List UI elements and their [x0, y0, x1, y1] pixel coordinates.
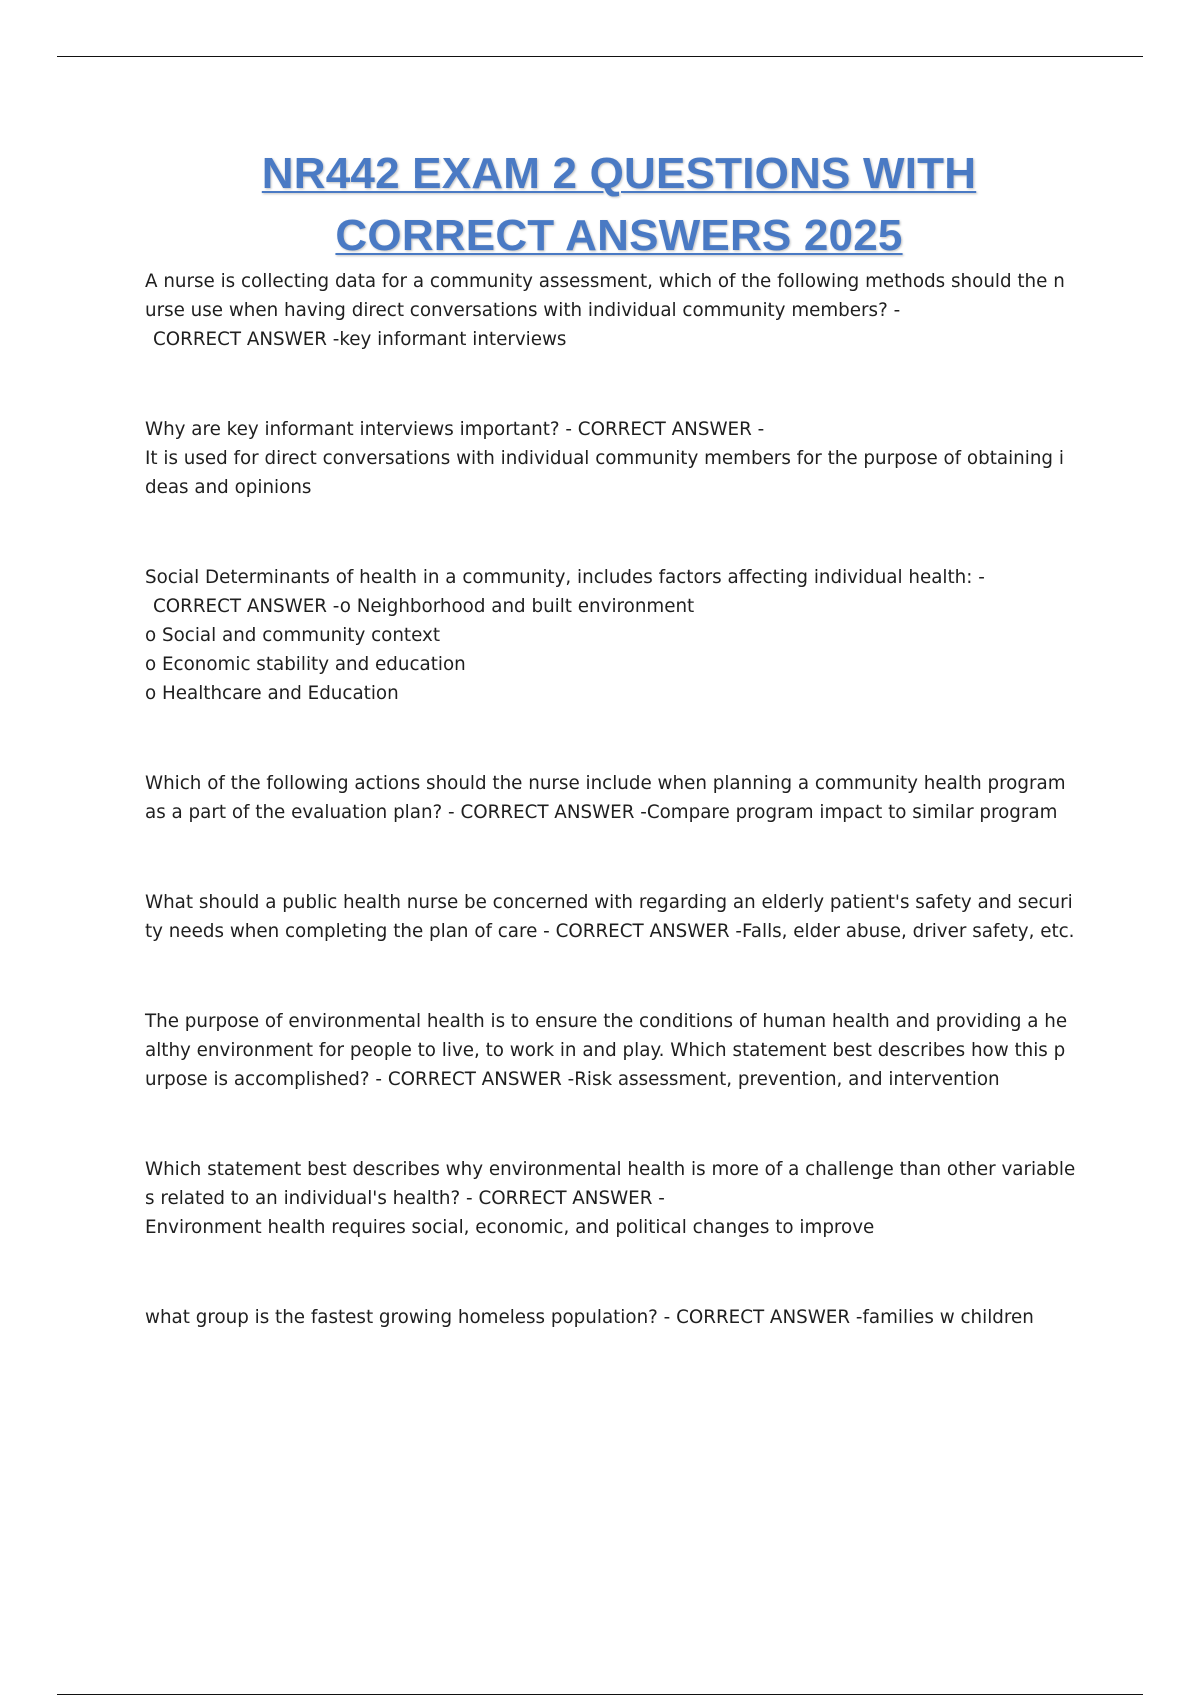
question-text: urpose is accomplished? - CORRECT ANSWER -Risk assessment, prevention, and intervention	[145, 1069, 1000, 1090]
qa-item-5	[145, 888, 1082, 946]
question-text: Social Determinants of health in a community, includes factors affecting individual health: -	[145, 567, 985, 588]
list-item: o Economic stability and education	[145, 654, 466, 675]
title-line-2: CORRECT ANSWERS 2025	[335, 211, 903, 260]
question-text: What should a public health nurse be concerned with regarding an elderly patient's safety and securi	[145, 892, 1073, 913]
qa-item-6	[145, 1007, 1082, 1094]
question-text: urse use when having direct conversations with individual community members? -	[145, 300, 901, 321]
question-text: ty needs when completing the plan of care - CORRECT ANSWER -Falls, elder abuse, driver safety, etc.	[145, 921, 1075, 942]
qa-item-2	[145, 415, 1082, 502]
document-title	[0, 143, 1200, 267]
bottom-rule	[57, 1694, 1143, 1695]
question-text: deas and opinions	[145, 477, 312, 498]
question-text: Environment health requires social, economic, and political changes to improve	[145, 1217, 875, 1238]
list-item: o Social and community context	[145, 625, 441, 646]
answer-text: CORRECT ANSWER -key informant interviews	[153, 329, 567, 350]
qa-content	[145, 267, 1082, 1393]
qa-item-4	[145, 769, 1082, 827]
title-line-1: NR442 EXAM 2 QUESTIONS WITH	[261, 149, 977, 198]
qa-item-3	[145, 563, 1082, 708]
question-text: s related to an individual's health? - CORRECT ANSWER -	[145, 1188, 665, 1209]
list-item: o Healthcare and Education	[145, 683, 399, 704]
question-text: what group is the fastest growing homeless population? - CORRECT ANSWER -families w children	[145, 1307, 1034, 1328]
qa-item-8	[145, 1303, 1082, 1332]
question-text: Which of the following actions should the nurse include when planning a community health program	[145, 773, 1066, 794]
question-text: It is used for direct conversations with individual community members for the purpose of obtaining i	[145, 448, 1064, 469]
question-text: Why are key informant interviews important? - CORRECT ANSWER -	[145, 419, 765, 440]
qa-item-1	[145, 267, 1082, 354]
question-text: The purpose of environmental health is to ensure the conditions of human health and providing a he	[145, 1011, 1068, 1032]
qa-item-7	[145, 1155, 1082, 1242]
question-text: althy environment for people to live, to work in and play. Which statement best describes how this p	[145, 1040, 1066, 1061]
top-rule	[57, 56, 1143, 57]
question-text: as a part of the evaluation plan? - CORRECT ANSWER -Compare program impact to similar program	[145, 802, 1058, 823]
question-text: Which statement best describes why environmental health is more of a challenge than other variable	[145, 1159, 1076, 1180]
question-text: A nurse is collecting data for a community assessment, which of the following methods should the n	[145, 271, 1065, 292]
answer-text: CORRECT ANSWER -o Neighborhood and built environment	[153, 596, 695, 617]
